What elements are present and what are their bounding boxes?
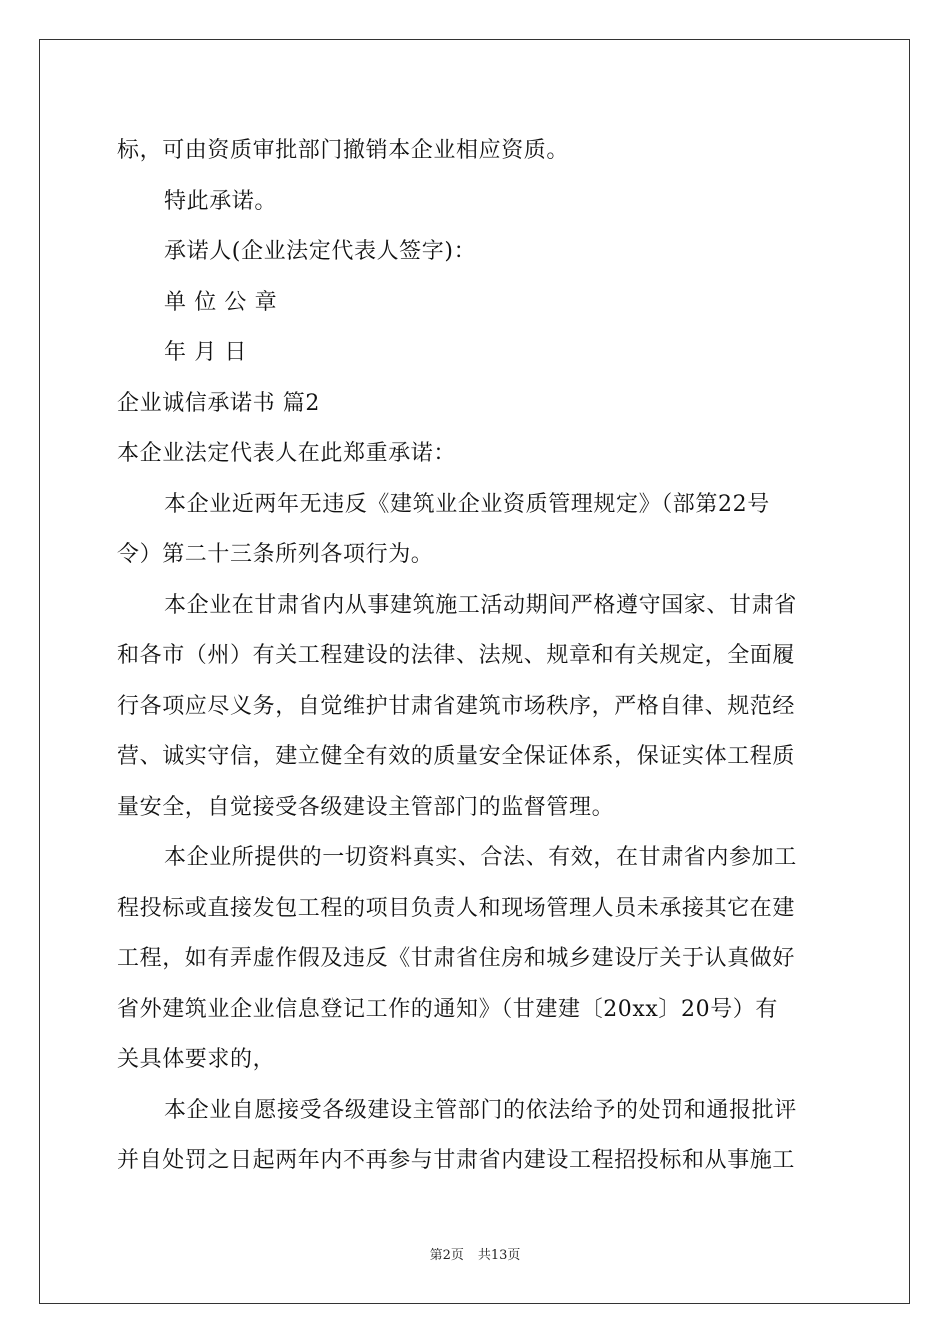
text-line-2: 特此承诺。: [164, 188, 278, 214]
text-line-7: 本企业法定代表人在此郑重承诺：: [117, 441, 457, 466]
text-line-10: 本企业在甘肃省内从事建筑施工活动期间严格遵守国家、甘肃省: [164, 592, 797, 618]
text-line-15: 本企业所提供的一切资料真实、合法、有效，在甘肃省内参加工: [164, 845, 797, 870]
document-body: [117, 126, 833, 1187]
section-title: 企业诚信承诺书 篇2: [117, 390, 320, 416]
text-line-14: 量安全，自觉接受各级建设主管部门的监督管理。: [117, 794, 615, 820]
page-number: 第2页: [429, 1248, 464, 1263]
text-line-13: 营、诚实守信，建立健全有效的质量安全保证体系，保证实体工程质: [117, 744, 796, 769]
page-footer: [0, 1244, 950, 1263]
text-line-unit-seal: 单 位 公 章: [164, 289, 278, 315]
text-line-date: 年 月 日: [164, 340, 247, 365]
text-line-19: 关具体要求的，: [117, 1047, 276, 1072]
text-line-21: 并自处罚之日起两年内不再参与甘肃省内建设工程招投标和从事施工: [117, 1148, 796, 1173]
text-line-3: 承诺人(企业法定代表人签字)：: [164, 239, 477, 264]
text-line-16: 程投标或直接发包工程的项目负责人和现场管理人员未承接其它在建: [117, 895, 796, 921]
total-pages: 共13页: [477, 1248, 521, 1263]
text-line-11: 和各市（州）有关工程建设的法律、法规、规章和有关规定，全面履: [117, 643, 796, 668]
text-line-18: 省外建筑业企业信息登记工作的通知》（甘建建〔20xx〕20号）有: [117, 996, 779, 1022]
text-line-9: 令）第二十三条所列各项行为。: [117, 542, 434, 567]
text-line-17: 工程，如有弄虚作假及违反《甘肃省住房和城乡建设厅关于认真做好: [117, 946, 796, 971]
text-line-12: 行各项应尽义务，自觉维护甘肃省建筑市场秩序，严格自律、规范经: [117, 693, 796, 719]
text-line-20: 本企业自愿接受各级建设主管部门的依法给予的处罚和通报批评: [164, 1097, 797, 1123]
text-line-8: 本企业近两年无违反《建筑业企业资质管理规定》（部第22号: [164, 491, 770, 517]
text-line-1: 标，可由资质审批部门撤销本企业相应资质。: [117, 138, 570, 163]
